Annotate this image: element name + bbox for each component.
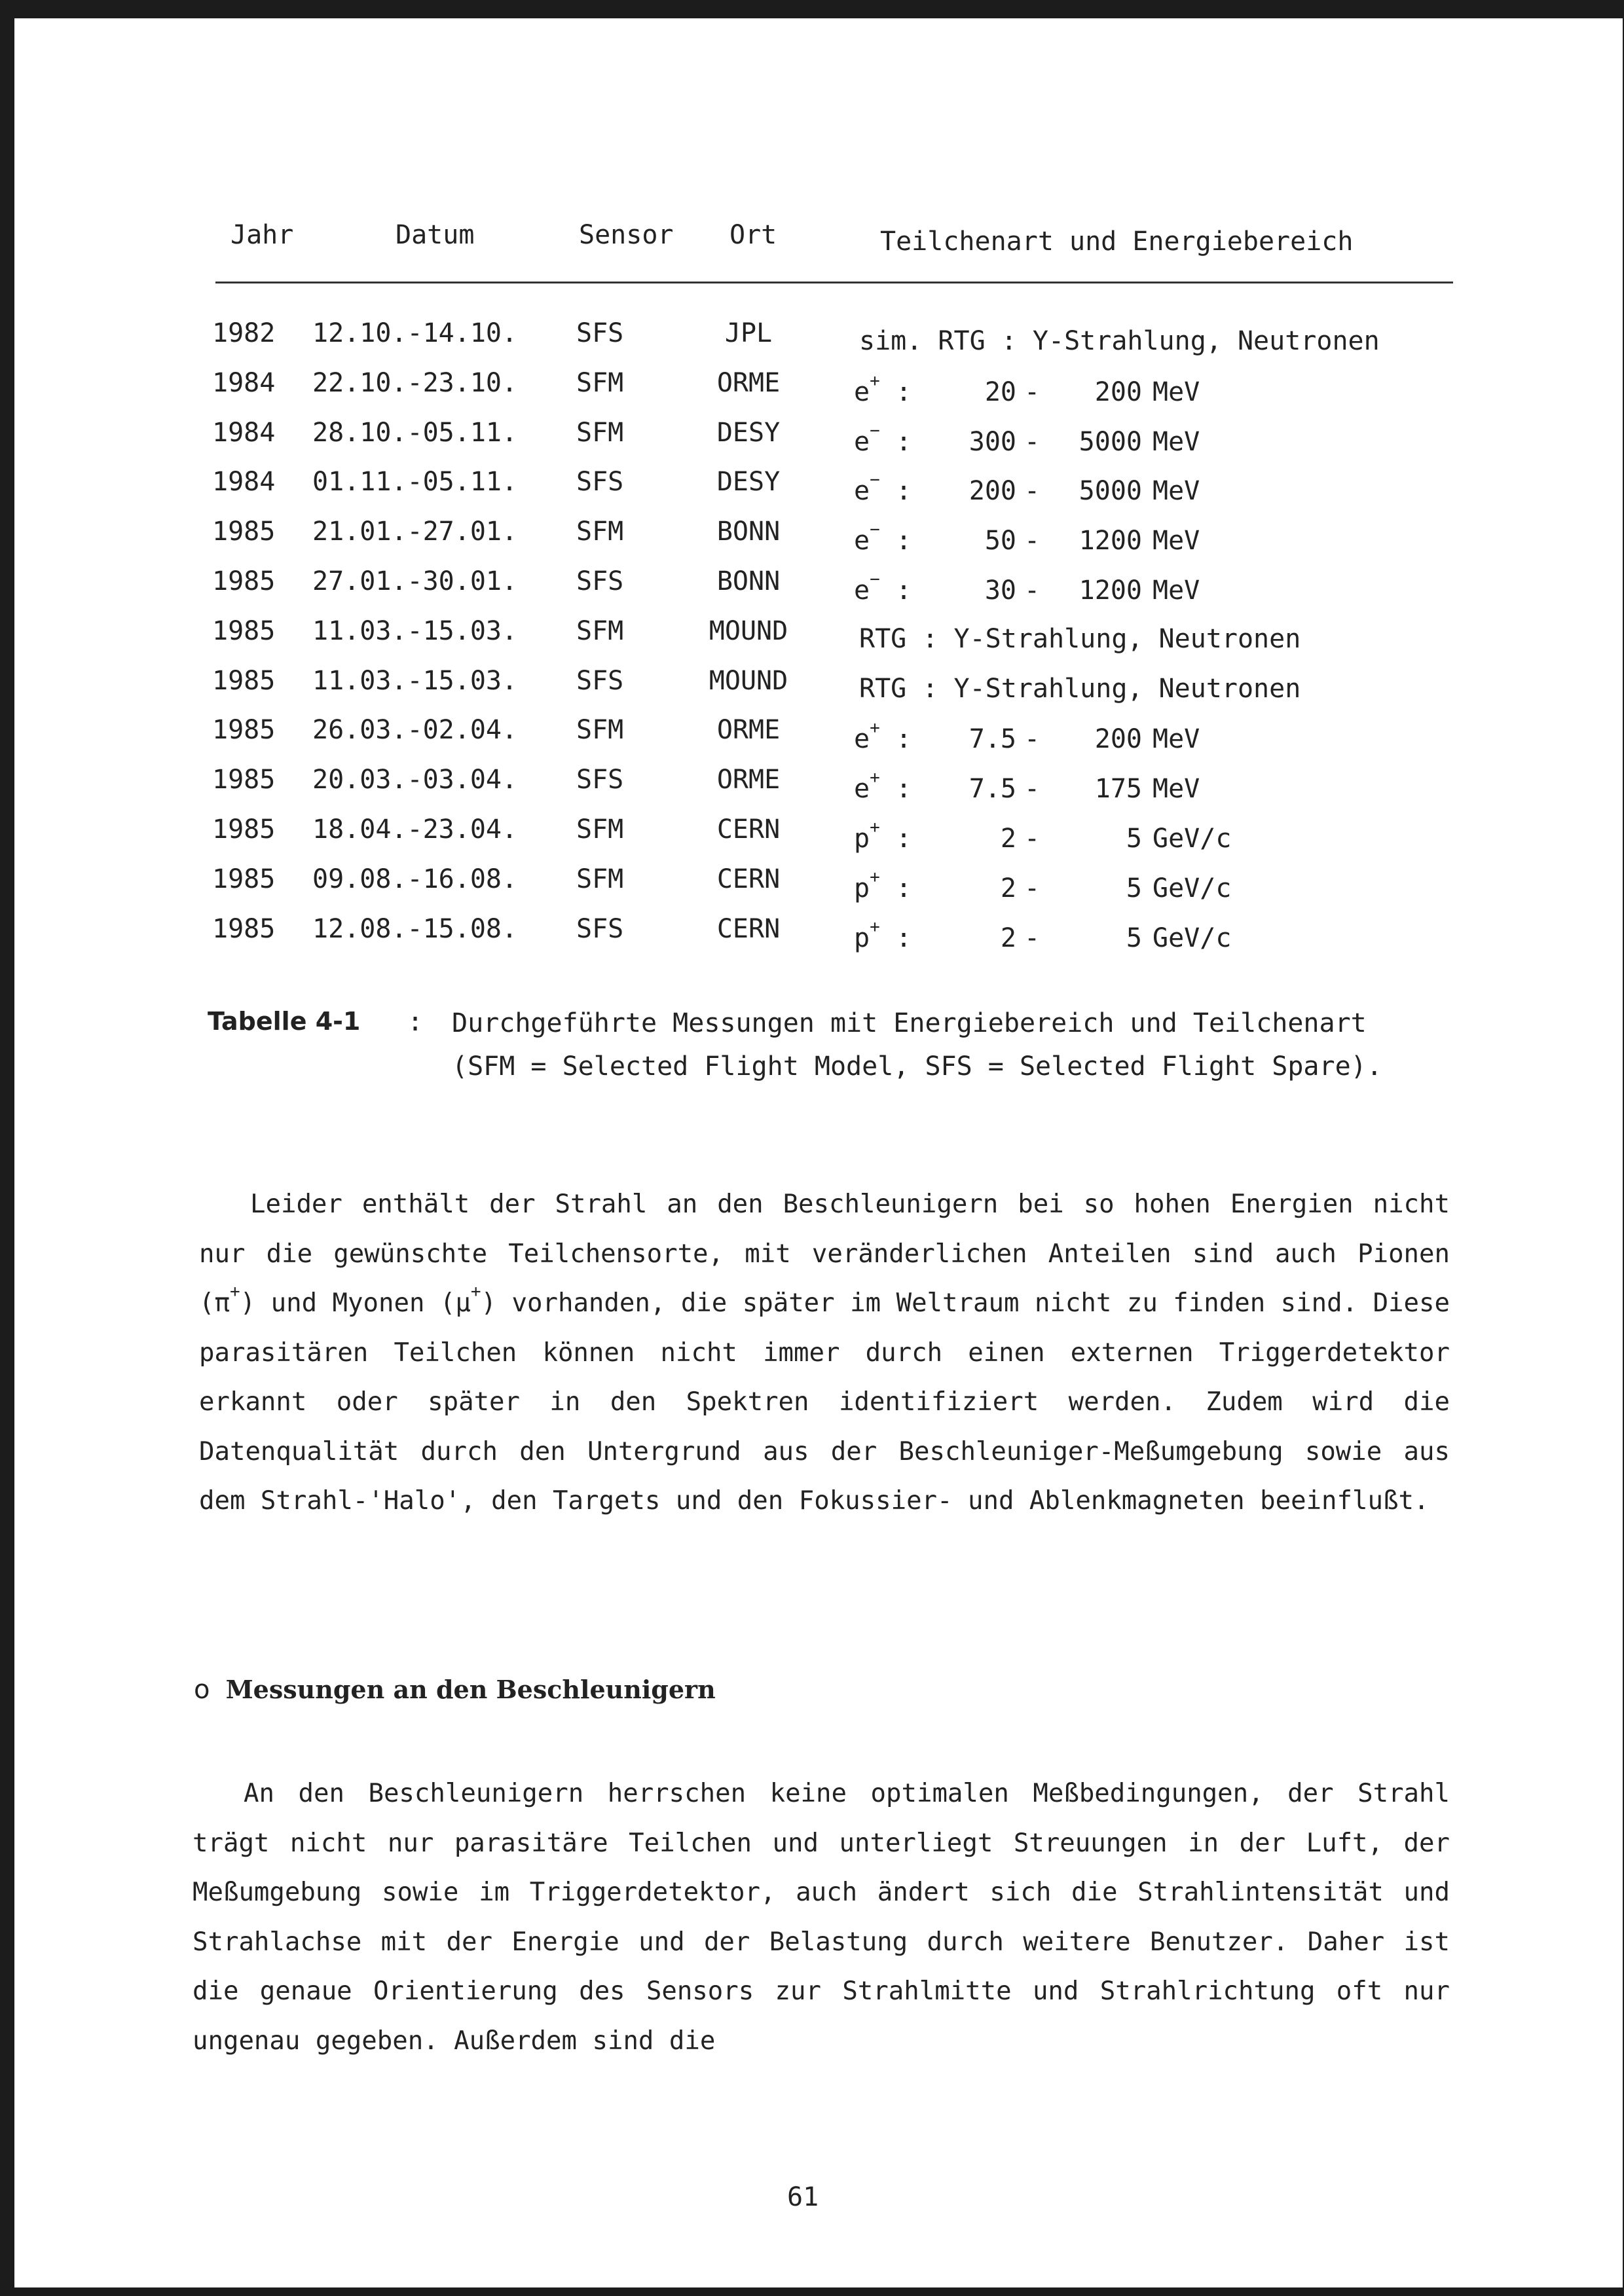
cell-particle: p+ <box>854 917 880 953</box>
cell-jahr: 1985 <box>212 765 276 795</box>
section-title: Messungen an den Beschleunigern <box>225 1675 716 1704</box>
cell-particle: e+ <box>854 768 880 805</box>
cell-energy-max: 1200 <box>1079 526 1142 556</box>
particle-charge: − <box>870 470 880 490</box>
cell-sensor: SFM <box>576 615 624 646</box>
cell-sensor: SFS <box>576 318 624 348</box>
cell-sensor: SFS <box>576 765 624 795</box>
cell-datum: 22.10.-23.10. <box>312 367 518 398</box>
particle-charge: + <box>870 867 880 887</box>
muon-symbol: μ <box>455 1288 471 1318</box>
cell-jahr: 1985 <box>212 665 276 696</box>
cell-datum: 01.11.-05.11. <box>312 467 518 498</box>
header-sensor: Sensor <box>579 220 674 250</box>
particle-colon: : <box>896 824 912 854</box>
particle-charge: + <box>870 818 880 837</box>
cell-energy-unit: MeV <box>1153 774 1200 805</box>
cell-energy-unit: MeV <box>1153 575 1200 606</box>
particle-charge: − <box>870 420 880 441</box>
cell-energy-dash: - <box>1024 774 1041 805</box>
cell-energy-unit: MeV <box>1153 476 1200 507</box>
cell-sensor: SFM <box>576 517 624 547</box>
cell-energy-dash: - <box>1024 376 1041 407</box>
cell-ort: BONN <box>716 517 781 547</box>
cell-sensor: SFS <box>576 665 624 696</box>
table-caption-label: Tabelle 4-1 <box>208 1007 361 1036</box>
cell-jahr: 1985 <box>212 715 276 746</box>
cell-energy-min: 50 <box>984 526 1016 556</box>
table-caption-line-1: Durchgeführte Messungen mit Energiebereich und Teilchenart <box>452 1008 1367 1038</box>
cell-jahr: 1982 <box>212 318 276 348</box>
cell-particle: e− <box>854 470 880 507</box>
cell-energy-unit: GeV/c <box>1153 824 1232 854</box>
cell-energy-min: 20 <box>984 376 1016 407</box>
cell-energy-max: 5000 <box>1079 476 1142 507</box>
cell-particle: e− <box>854 520 880 556</box>
table-row <box>14 666 1623 716</box>
cell-datum: 12.10.-14.10. <box>312 318 518 348</box>
cell-energy-unit: MeV <box>1153 426 1200 457</box>
cell-datum: 11.03.-15.03. <box>312 615 518 646</box>
particle-colon: : <box>896 724 912 755</box>
cell-jahr: 1984 <box>212 367 276 398</box>
cell-datum: 11.03.-15.03. <box>312 665 518 696</box>
cell-energy-max: 5 <box>1126 824 1142 854</box>
pion-symbol: π <box>214 1288 230 1318</box>
cell-ort: MOUND <box>709 615 788 646</box>
cell-ort: BONN <box>716 566 781 596</box>
header-ort: Ort <box>729 220 777 250</box>
cell-energy-min: 2 <box>1000 873 1016 903</box>
pion-charge: + <box>229 1282 240 1302</box>
cell-jahr: 1985 <box>212 913 276 944</box>
cell-energy-dash: - <box>1024 575 1041 606</box>
cell-datum: 26.03.-02.04. <box>312 715 518 746</box>
cell-sensor: SFM <box>576 367 624 398</box>
paragraph-text: ) vorhanden, die später im Weltraum nicht zu finden sind. Diese parasitären Teilchen können nicht immer durch einen externen Triggerdetektor erkannt oder später in den Spektren identifiziert werden. Zudem wird die Datenqualität durch den Untergrund aus der Beschleuniger-Meßumgebung sowie aus dem Strahl-'Halo', den Targets und den Fokussier- und Ablenkmagneten beeinflußt. <box>199 1288 1450 1516</box>
cell-energy-max: 5 <box>1126 922 1142 953</box>
particle-charge: − <box>870 520 880 540</box>
paragraph-text: An den Beschleunigern herrschen keine optimalen Meßbedingungen, der Strahl trägt nicht nur parasitäre Teilchen und unterliegt Streuungen in der Luft, der Meßumgebung sowie im Triggerdetektor, auch ändert sich die Strahlintensität und Strahlachse mit der Energie und der Belastung durch weitere Benutzer. Daher ist die genaue Orientierung des Sensors zur Strahlmitte und Strahlrichtung oft nur ungenau gegeben. Außerdem sind die <box>193 1779 1450 2056</box>
muon-charge: + <box>470 1282 481 1302</box>
table-row <box>14 318 1623 368</box>
particle-colon: : <box>896 575 912 606</box>
table-row <box>14 517 1623 566</box>
particle-charge: + <box>870 718 880 738</box>
table-header-rule <box>215 282 1453 283</box>
page-number: 61 <box>787 2182 819 2212</box>
cell-energy-max: 5 <box>1126 873 1142 903</box>
header-teilchenart: Teilchenart und Energiebereich <box>880 227 1354 257</box>
cell-energy-dash: - <box>1024 526 1041 556</box>
cell-particle: e− <box>854 420 880 457</box>
table-row <box>14 715 1623 765</box>
table-row <box>14 368 1623 418</box>
cell-sensor: SFS <box>576 566 624 596</box>
particle-charge: + <box>870 917 880 937</box>
table-caption-line-2: (SFM = Selected Flight Model, SFS = Selected Flight Spare). <box>452 1051 1382 1082</box>
cell-teilchenart: RTG : Υ-Strahlung, Neutronen <box>859 673 1301 704</box>
paragraph-parasitic-particles <box>199 1180 1450 1526</box>
cell-particle: p+ <box>854 867 880 903</box>
cell-energy-unit: GeV/c <box>1153 922 1232 953</box>
cell-energy-min: 300 <box>969 426 1016 457</box>
table-row <box>14 467 1623 517</box>
cell-datum: 21.01.-27.01. <box>312 517 518 547</box>
cell-particle: e+ <box>854 718 880 755</box>
particle-colon: : <box>896 526 912 556</box>
cell-ort: MOUND <box>709 665 788 696</box>
cell-energy-dash: - <box>1024 476 1041 507</box>
cell-ort: DESY <box>716 417 781 448</box>
cell-sensor: SFM <box>576 814 624 845</box>
cell-sensor: SFM <box>576 715 624 746</box>
cell-sensor: SFM <box>576 417 624 448</box>
paragraph-accelerator-conditions <box>193 1769 1450 2066</box>
cell-sensor: SFS <box>576 467 624 498</box>
particle-charge: + <box>870 768 880 788</box>
cell-energy-min: 2 <box>1000 824 1016 854</box>
cell-ort: CERN <box>716 814 781 845</box>
paragraph-text: Leider enthält der Strahl an den Beschleunigern bei so hohen Energien nicht nur die gewünschte Teilchensorte, mit veränderlichen Anteilen sind auch Pionen ( <box>199 1190 1450 1318</box>
table-row <box>14 864 1623 914</box>
cell-energy-min: 7.5 <box>969 724 1016 755</box>
header-jahr: Jahr <box>231 220 294 250</box>
table-caption-separator: : <box>407 1007 424 1037</box>
table-row <box>14 616 1623 666</box>
particle-colon: : <box>896 922 912 953</box>
cell-energy-dash: - <box>1024 922 1041 953</box>
table-row <box>14 418 1623 467</box>
cell-jahr: 1984 <box>212 467 276 498</box>
cell-datum: 20.03.-03.04. <box>312 765 518 795</box>
cell-energy-max: 200 <box>1094 376 1142 407</box>
cell-teilchenart: sim. RTG : Υ-Strahlung, Neutronen <box>859 326 1380 356</box>
particle-charge: − <box>870 570 880 589</box>
cell-datum: 12.08.-15.08. <box>312 913 518 944</box>
cell-energy-dash: - <box>1024 724 1041 755</box>
cell-ort: DESY <box>716 467 781 498</box>
cell-sensor: SFM <box>576 864 624 894</box>
cell-particle: p+ <box>854 818 880 854</box>
section-heading <box>194 1675 716 1705</box>
cell-datum: 09.08.-16.08. <box>312 864 518 894</box>
particle-colon: : <box>896 774 912 805</box>
cell-energy-max: 5000 <box>1079 426 1142 457</box>
cell-energy-min: 7.5 <box>969 774 1016 805</box>
cell-energy-max: 1200 <box>1079 575 1142 606</box>
cell-energy-dash: - <box>1024 426 1041 457</box>
cell-energy-unit: MeV <box>1153 526 1200 556</box>
cell-ort: ORME <box>716 715 781 746</box>
table-row <box>14 566 1623 616</box>
cell-datum: 28.10.-05.11. <box>312 417 518 448</box>
cell-ort: JPL <box>724 318 773 348</box>
cell-energy-dash: - <box>1024 824 1041 854</box>
cell-energy-max: 200 <box>1094 724 1142 755</box>
cell-sensor: SFS <box>576 913 624 944</box>
cell-datum: 18.04.-23.04. <box>312 814 518 845</box>
cell-energy-unit: MeV <box>1153 376 1200 407</box>
particle-colon: : <box>896 873 912 903</box>
cell-jahr: 1985 <box>212 864 276 894</box>
table-row <box>14 765 1623 814</box>
cell-energy-max: 175 <box>1094 774 1142 805</box>
cell-ort: CERN <box>716 864 781 894</box>
cell-ort: CERN <box>716 913 781 944</box>
cell-energy-dash: - <box>1024 873 1041 903</box>
cell-teilchenart: RTG : Υ-Strahlung, Neutronen <box>859 623 1301 654</box>
cell-energy-min: 200 <box>969 476 1016 507</box>
table-row <box>14 814 1623 864</box>
cell-jahr: 1984 <box>212 417 276 448</box>
cell-ort: ORME <box>716 367 781 398</box>
cell-ort: ORME <box>716 765 781 795</box>
section-bullet: o <box>194 1675 210 1705</box>
cell-jahr: 1985 <box>212 566 276 596</box>
particle-charge: + <box>870 371 880 391</box>
cell-jahr: 1985 <box>212 615 276 646</box>
cell-jahr: 1985 <box>212 814 276 845</box>
document-page <box>14 18 1623 2287</box>
particle-colon: : <box>896 476 912 507</box>
paragraph-text: ) und Myonen ( <box>240 1288 456 1318</box>
cell-energy-unit: GeV/c <box>1153 873 1232 903</box>
cell-particle: e+ <box>854 371 880 407</box>
particle-colon: : <box>896 426 912 457</box>
cell-energy-unit: MeV <box>1153 724 1200 755</box>
header-datum: Datum <box>396 220 475 250</box>
cell-particle: e− <box>854 570 880 606</box>
particle-colon: : <box>896 376 912 407</box>
cell-energy-min: 2 <box>1000 922 1016 953</box>
cell-datum: 27.01.-30.01. <box>312 566 518 596</box>
table-row <box>14 914 1623 964</box>
cell-jahr: 1985 <box>212 517 276 547</box>
cell-energy-min: 30 <box>984 575 1016 606</box>
